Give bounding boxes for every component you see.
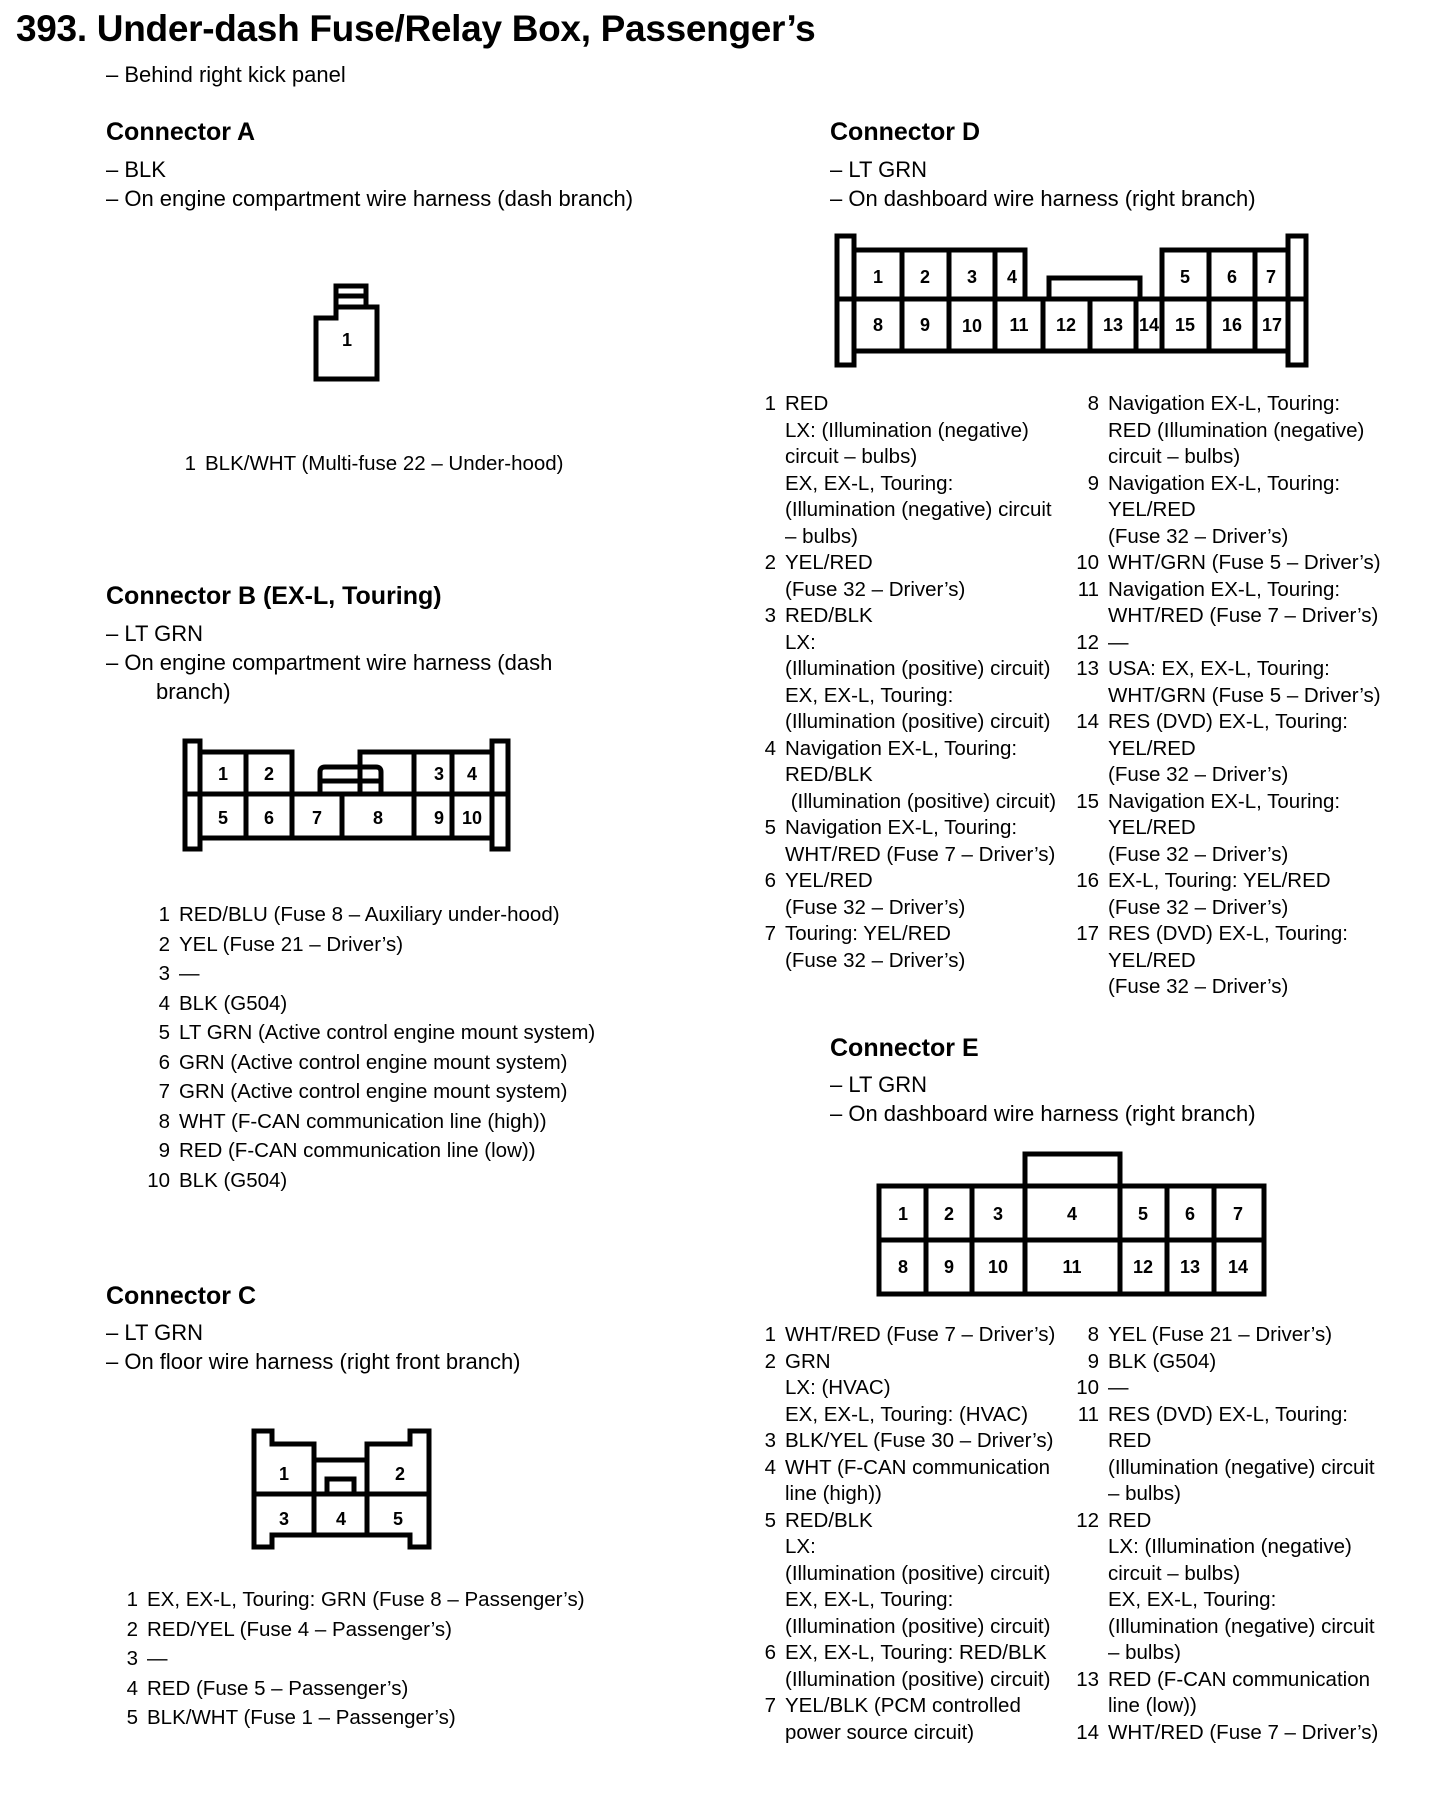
pin-description (1108, 709, 1348, 789)
svg-text:1: 1 (278, 1464, 290, 1484)
pin-description (785, 1349, 1028, 1429)
pin-number: 3 (764, 1429, 776, 1452)
pin-description (785, 1322, 1055, 1349)
pin-description-line: line (high)) (785, 1482, 882, 1505)
pin-row (752, 1322, 1055, 1349)
pin-description-line: RES (DVD) EX-L, Touring: (1108, 1402, 1349, 1426)
pin-row (144, 1077, 595, 1107)
pin-description: BLK/WHT (Fuse 1 – Passenger’s) (147, 1706, 456, 1729)
pin-description-line: WHT/RED (Fuse 7 – Driver’s) (785, 842, 1056, 866)
pin-description-line: YEL/RED (1108, 736, 1196, 760)
svg-text:12: 12 (1055, 315, 1077, 335)
pin-number: 6 (158, 1050, 170, 1074)
pin-description (785, 1640, 1050, 1693)
pin-row (144, 959, 595, 989)
pin-description: RED (F-CAN communication line (low)) (179, 1139, 536, 1162)
pin-row (752, 603, 1056, 736)
svg-text:8: 8 (372, 808, 384, 828)
svg-text:5: 5 (217, 808, 229, 828)
svg-text:9: 9 (919, 315, 931, 335)
pin-description-line: WHT/GRN (Fuse 5 – Driver’s) (1108, 551, 1381, 574)
pin-description-line: RED/BLK (785, 604, 873, 627)
pin-row (1075, 1349, 1378, 1376)
pin-number: 6 (764, 869, 776, 892)
svg-text:7: 7 (1265, 267, 1277, 287)
pin-description-line: RES (DVD) EX-L, Touring: (1108, 922, 1349, 945)
connector-e-pin-list-left (752, 1322, 1055, 1746)
pin-row (112, 1585, 585, 1615)
pin-description: RED/YEL (Fuse 4 – Passenger’s) (147, 1617, 452, 1641)
pin-row (752, 1349, 1055, 1429)
svg-text:13: 13 (1102, 315, 1124, 335)
pin-row (112, 1615, 585, 1645)
pin-description-line: WHT/RED (Fuse 7 – Driver’s) (785, 1323, 1056, 1346)
svg-text:11: 11 (1062, 1257, 1082, 1277)
pin-description (785, 391, 1052, 550)
connector-a-pin-label: 1 (341, 330, 353, 350)
pin-description-line: — (1108, 630, 1129, 654)
pin-row (1075, 630, 1381, 657)
pin-number: 4 (764, 736, 776, 760)
pin-description-line: EX, EX-L, Touring: RED/BLK (785, 1641, 1047, 1664)
connector-b-diagram-right (182, 738, 512, 853)
pin-description-line: — (1108, 1376, 1129, 1399)
pin-description-line: Navigation EX-L, Touring: (1108, 789, 1341, 813)
connector-a-color: – BLK (106, 157, 166, 182)
pin-number: 4 (126, 1676, 138, 1700)
pin-description-line: WHT/RED (Fuse 7 – Driver’s) (1108, 1720, 1379, 1744)
pin-description-line: circuit – bulbs) (1108, 445, 1241, 468)
pin-description-line: WHT/RED (Fuse 7 – Driver’s) (1108, 604, 1379, 627)
pin-number: 8 (158, 1109, 170, 1133)
pin-number: 10 (1076, 551, 1099, 574)
pin-description: WHT (F-CAN communication line (high)) (179, 1109, 547, 1133)
svg-text:16: 16 (1221, 315, 1243, 335)
pin-description (1108, 471, 1340, 551)
pin-number: 15 (1076, 789, 1099, 813)
pin-number: 13 (1076, 657, 1099, 680)
pin-description-line: RED/BLK (785, 1508, 873, 1532)
pin-number: 14 (1076, 710, 1099, 733)
pin-number: 1 (764, 392, 776, 415)
pin-description-line: YEL/RED (785, 551, 873, 574)
pin-description-line: YEL/BLK (PCM controlled (785, 1694, 1021, 1717)
connector-c-harness: – On floor wire harness (right front branch) (106, 1349, 521, 1374)
connector-b-color: – LT GRN (106, 621, 203, 646)
connector-b-heading: Connector B (EX-L, Touring) (106, 582, 442, 610)
svg-text:1: 1 (897, 1204, 909, 1224)
pin-row (1075, 709, 1381, 789)
connector-d-pin-list-left (752, 391, 1056, 974)
pin-description (1108, 1402, 1375, 1508)
connector-a-diagram (310, 282, 386, 384)
connector-e-diagram (876, 1146, 1268, 1298)
pin-description (1108, 1720, 1378, 1747)
pin-description-line: RES (DVD) EX-L, Touring: (1108, 710, 1349, 733)
pin-row (1075, 550, 1381, 577)
pin-description-line: GRN (785, 1349, 831, 1373)
svg-text:4: 4 (466, 764, 478, 784)
connector-c-diagram (250, 1427, 436, 1551)
svg-text:15: 15 (1174, 315, 1196, 335)
svg-text:3: 3 (433, 764, 445, 784)
svg-text:14: 14 (1227, 1257, 1249, 1277)
pin-description (1108, 1322, 1332, 1349)
pin-row (1075, 1667, 1378, 1720)
connector-c-color: – LT GRN (106, 1320, 203, 1345)
pin-description-line: (Fuse 32 – Driver’s) (1108, 895, 1289, 919)
pin-description-line: (Fuse 32 – Driver’s) (1108, 763, 1289, 786)
svg-text:14: 14 (1138, 315, 1160, 335)
pin-description (785, 550, 965, 603)
pin-row (1075, 1322, 1378, 1349)
pin-row (170, 449, 564, 479)
pin-row (144, 1166, 595, 1196)
svg-text:5: 5 (392, 1509, 404, 1529)
connector-b-harness-cont: branch) (156, 679, 231, 704)
pin-number: 10 (147, 1168, 170, 1192)
pin-description-line: (Illumination (positive) circuit) (785, 1561, 1051, 1585)
pin-description-line: LX: (HVAC) (785, 1376, 891, 1399)
connector-a-harness: – On engine compartment wire harness (dash branch) (106, 186, 634, 211)
pin-number: 12 (1076, 1508, 1099, 1532)
pin-description-line: EX-L, Touring: YEL/RED (1108, 869, 1331, 892)
pin-description (785, 868, 965, 921)
pin-description-line: line (low)) (1108, 1694, 1197, 1717)
pin-number: 5 (764, 1508, 776, 1532)
svg-text:7: 7 (311, 808, 323, 828)
pin-row (1075, 789, 1381, 869)
svg-text:10: 10 (461, 808, 483, 828)
pin-description-line: YEL/RED (785, 869, 873, 892)
pin-description (785, 1508, 1050, 1641)
pin-description-line: YEL/RED (1108, 816, 1196, 839)
pin-description-line: WHT (F-CAN communication (785, 1455, 1051, 1479)
pin-row (752, 1693, 1055, 1746)
connector-c-pin-list (112, 1585, 585, 1733)
pin-description-line: Navigation EX-L, Touring: (785, 816, 1018, 839)
pin-number: 5 (764, 816, 776, 839)
pin-number: 2 (764, 551, 776, 574)
pin-number: 10 (1076, 1376, 1099, 1399)
pin-description-line: circuit – bulbs) (1108, 1561, 1241, 1585)
pin-description-line: (Fuse 32 – Driver’s) (785, 577, 966, 601)
pin-description-line: – bulbs) (1108, 1641, 1181, 1664)
pin-row (752, 1455, 1055, 1508)
svg-text:8: 8 (872, 315, 884, 335)
pin-description-line: RED (F-CAN communication (1108, 1667, 1370, 1691)
pin-description-line: BLK/YEL (Fuse 30 – Driver’s) (785, 1429, 1054, 1452)
svg-text:9: 9 (433, 808, 445, 828)
pin-description-line: (Illumination (positive) circuit) (785, 1614, 1051, 1638)
svg-text:3: 3 (992, 1204, 1004, 1224)
pin-number: 12 (1076, 630, 1099, 654)
pin-description: LT GRN (Active control engine mount system) (179, 1021, 596, 1044)
pin-row (752, 1508, 1055, 1641)
pin-description: — (179, 962, 200, 985)
connector-d-pin-list-right (1075, 391, 1381, 1001)
pin-number: 5 (126, 1706, 138, 1729)
pin-number: 1 (184, 452, 196, 475)
svg-text:17: 17 (1261, 315, 1283, 335)
svg-text:10: 10 (987, 1257, 1009, 1277)
pin-description (785, 603, 1050, 736)
pin-number: 4 (764, 1455, 776, 1479)
svg-text:5: 5 (1179, 267, 1191, 287)
pin-description-line: Navigation EX-L, Touring: (785, 736, 1018, 760)
pin-description-line: RED (Illumination (negative) (1108, 418, 1365, 442)
pin-description-line: – bulbs) (1108, 1482, 1181, 1505)
pin-description-line: USA: EX, EX-L, Touring: (1108, 657, 1330, 680)
pin-description-line: EX, EX-L, Touring: (HVAC) (785, 1402, 1029, 1426)
pin-description-line: (Fuse 32 – Driver’s) (1108, 524, 1289, 548)
connector-d-harness: – On dashboard wire harness (right branch) (830, 186, 1256, 211)
pin-description-line: Navigation EX-L, Touring: (1108, 471, 1341, 495)
pin-number: 6 (764, 1641, 776, 1664)
svg-text:6: 6 (263, 808, 275, 828)
pin-number: 7 (158, 1080, 170, 1103)
pin-number: 11 (1077, 577, 1099, 601)
pin-description: RED (Fuse 5 – Passenger’s) (147, 1676, 409, 1700)
pin-number: 8 (1087, 392, 1099, 415)
connector-b-harness: – On engine compartment wire harness (dash (106, 650, 553, 675)
connector-e-pin-list-right (1075, 1322, 1378, 1746)
connector-e-heading: Connector E (830, 1034, 979, 1062)
svg-text:6: 6 (1226, 267, 1238, 287)
pin-description (785, 815, 1055, 868)
pin-description-line: LX: (785, 630, 816, 654)
connector-b-pin-list (144, 900, 595, 1195)
pin-number: 9 (1087, 471, 1099, 495)
svg-text:1: 1 (872, 267, 884, 287)
pin-number: 7 (764, 922, 776, 945)
pin-description-line: RED (1108, 1429, 1152, 1452)
pin-row (144, 1107, 595, 1137)
pin-row (1075, 391, 1381, 471)
pin-description: BLK/WHT (Multi-fuse 22 – Under-hood) (205, 452, 564, 475)
svg-text:3: 3 (278, 1509, 290, 1529)
pin-description-line: (Fuse 32 – Driver’s) (1108, 842, 1289, 866)
pin-description (1108, 868, 1331, 921)
pin-description (1108, 577, 1378, 630)
pin-description-line: RED (785, 392, 829, 415)
pin-description-line: YEL/RED (1108, 948, 1196, 972)
pin-number: 2 (126, 1617, 138, 1641)
pin-number: 2 (764, 1349, 776, 1373)
pin-description-line: YEL/RED (1108, 498, 1196, 521)
pin-number: 5 (158, 1021, 170, 1044)
pin-row (752, 391, 1056, 550)
pin-description-line: EX, EX-L, Touring: (785, 1588, 954, 1611)
pin-description-line: LX: (Illumination (negative) (1108, 1535, 1352, 1558)
pin-description-line: LX: (Illumination (negative) (785, 418, 1029, 442)
pin-row (1075, 868, 1381, 921)
pin-row (144, 900, 595, 930)
svg-text:5: 5 (1137, 1204, 1149, 1224)
pin-description: — (147, 1647, 168, 1670)
pin-number: 9 (1087, 1349, 1099, 1373)
pin-number: 7 (764, 1694, 776, 1717)
pin-description-line: power source circuit) (785, 1720, 975, 1744)
pin-description: RED/BLU (Fuse 8 – Auxiliary under-hood) (179, 903, 560, 926)
svg-text:13: 13 (1179, 1257, 1201, 1277)
svg-text:8: 8 (897, 1257, 909, 1277)
pin-description-line: (Illumination (positive) circuit) (785, 657, 1051, 680)
pin-number: 13 (1076, 1667, 1099, 1691)
pin-description-line: (Fuse 32 – Driver’s) (785, 895, 966, 919)
pin-row (752, 921, 1056, 974)
pin-description (785, 1693, 1021, 1746)
svg-text:2: 2 (394, 1464, 406, 1484)
svg-text:10: 10 (961, 316, 983, 336)
pin-number: 3 (158, 962, 170, 985)
pin-number: 1 (126, 1588, 138, 1611)
pin-description-line: (Illumination (positive) circuit) (785, 710, 1051, 733)
pin-description-line: – bulbs) (785, 524, 858, 548)
pin-row (144, 989, 595, 1019)
pin-row (1075, 1508, 1378, 1667)
pin-description: EX, EX-L, Touring: GRN (Fuse 8 – Passenger’s) (147, 1588, 585, 1611)
pin-description-line: (Illumination (negative) circuit (785, 498, 1052, 521)
pin-row (1075, 1375, 1378, 1402)
pin-row (112, 1674, 585, 1704)
svg-text:4: 4 (1066, 1204, 1078, 1224)
pin-description-line: WHT/GRN (Fuse 5 – Driver’s) (1108, 683, 1381, 707)
pin-number: 17 (1076, 922, 1099, 945)
pin-description-line: EX, EX-L, Touring: (785, 471, 954, 495)
pin-row (144, 1018, 595, 1048)
pin-number: 1 (764, 1323, 776, 1346)
pin-description: YEL (Fuse 21 – Driver’s) (179, 932, 404, 956)
pin-description (1108, 550, 1381, 577)
pin-row (1075, 921, 1381, 1001)
svg-text:7: 7 (1232, 1204, 1244, 1224)
pin-description-line: Navigation EX-L, Touring: (1108, 577, 1341, 601)
pin-number: 9 (158, 1139, 170, 1162)
svg-text:4: 4 (1006, 267, 1018, 287)
pin-row (1075, 1402, 1378, 1508)
pin-description-line: (Fuse 32 – Driver’s) (1108, 975, 1289, 998)
pin-description (785, 1455, 1050, 1508)
svg-text:11: 11 (1009, 315, 1029, 335)
pin-number: 1 (158, 903, 170, 926)
connector-d-color: – LT GRN (830, 157, 927, 182)
pin-description (1108, 1667, 1370, 1720)
pin-description (1108, 789, 1340, 869)
pin-description: BLK (G504) (179, 1168, 288, 1192)
pin-description-line: RED/BLK (785, 763, 873, 786)
pin-description-line: (Illumination (negative) circuit (1108, 1614, 1375, 1638)
connector-e-harness: – On dashboard wire harness (right branch) (830, 1101, 1256, 1126)
connector-a-pin-list (170, 449, 564, 479)
pin-row (752, 736, 1056, 816)
svg-text:3: 3 (966, 267, 978, 287)
connector-d-diagram (834, 233, 1314, 369)
pin-description: BLK (G504) (179, 991, 288, 1015)
pin-number: 3 (764, 604, 776, 627)
pin-description-line: YEL (Fuse 21 – Driver’s) (1108, 1323, 1333, 1346)
pin-row (1075, 656, 1381, 709)
pin-description-line: Navigation EX-L, Touring: (1108, 392, 1341, 415)
svg-text:2: 2 (263, 764, 275, 784)
pin-number: 4 (158, 991, 170, 1015)
pin-row (112, 1703, 585, 1733)
connector-e-color: – LT GRN (830, 1072, 927, 1097)
pin-row (144, 1136, 595, 1166)
pin-description (1108, 1508, 1375, 1667)
pin-description-line: BLK (G504) (1108, 1349, 1217, 1373)
pin-row (144, 1048, 595, 1078)
pin-description-line: EX, EX-L, Touring: (785, 683, 954, 707)
pin-row (752, 868, 1056, 921)
pin-description (1108, 656, 1381, 709)
pin-description-line: (Illumination (positive) circuit) (785, 1667, 1051, 1691)
svg-text:2: 2 (919, 267, 931, 287)
pin-number: 16 (1076, 869, 1099, 892)
pin-description-line: LX: (785, 1535, 816, 1558)
pin-row (752, 815, 1056, 868)
svg-text:12: 12 (1132, 1257, 1154, 1277)
connector-d-heading: Connector D (830, 118, 980, 146)
connector-a-heading: Connector A (106, 118, 256, 146)
page-location: – Behind right kick panel (106, 62, 346, 87)
pin-description (785, 1428, 1054, 1455)
svg-text:6: 6 (1184, 1204, 1196, 1224)
pin-description (1108, 391, 1364, 471)
pin-description (1108, 921, 1348, 1001)
page-title: 393. Under-dash Fuse/Relay Box, Passenger’s (16, 8, 816, 49)
pin-description-line: EX, EX-L, Touring: (1108, 1588, 1277, 1611)
pin-description (785, 736, 1056, 816)
pin-row (752, 1428, 1055, 1455)
pin-row (144, 930, 595, 960)
pin-description-line: Touring: YEL/RED (785, 922, 951, 945)
pin-row (1075, 577, 1381, 630)
pin-description-line: (Illumination (negative) circuit (1108, 1455, 1375, 1479)
pin-description (1108, 630, 1129, 657)
svg-text:9: 9 (943, 1257, 955, 1277)
pin-description: GRN (Active control engine mount system) (179, 1050, 568, 1074)
svg-text:1: 1 (217, 764, 229, 784)
pin-row (752, 550, 1056, 603)
pin-number: 14 (1076, 1720, 1099, 1744)
pin-description-line: (Fuse 32 – Driver’s) (785, 948, 966, 972)
connector-c-heading: Connector C (106, 1282, 256, 1310)
pin-row (1075, 1720, 1378, 1747)
pin-number: 11 (1077, 1402, 1099, 1426)
pin-description (785, 921, 965, 974)
pin-description (1108, 1375, 1129, 1402)
pin-number: 3 (126, 1647, 138, 1670)
pin-number: 2 (158, 932, 170, 956)
svg-text:4: 4 (335, 1509, 347, 1529)
pin-number: 8 (1087, 1323, 1099, 1346)
pin-description-line: RED (1108, 1508, 1152, 1532)
pin-description-line: circuit – bulbs) (785, 445, 918, 468)
pin-row (752, 1640, 1055, 1693)
pin-description (1108, 1349, 1216, 1376)
pin-description: GRN (Active control engine mount system) (179, 1080, 568, 1103)
pin-description-line: (Illumination (positive) circuit) (785, 789, 1057, 813)
svg-text:2: 2 (943, 1204, 955, 1224)
pin-row (112, 1644, 585, 1674)
pin-row (1075, 471, 1381, 551)
